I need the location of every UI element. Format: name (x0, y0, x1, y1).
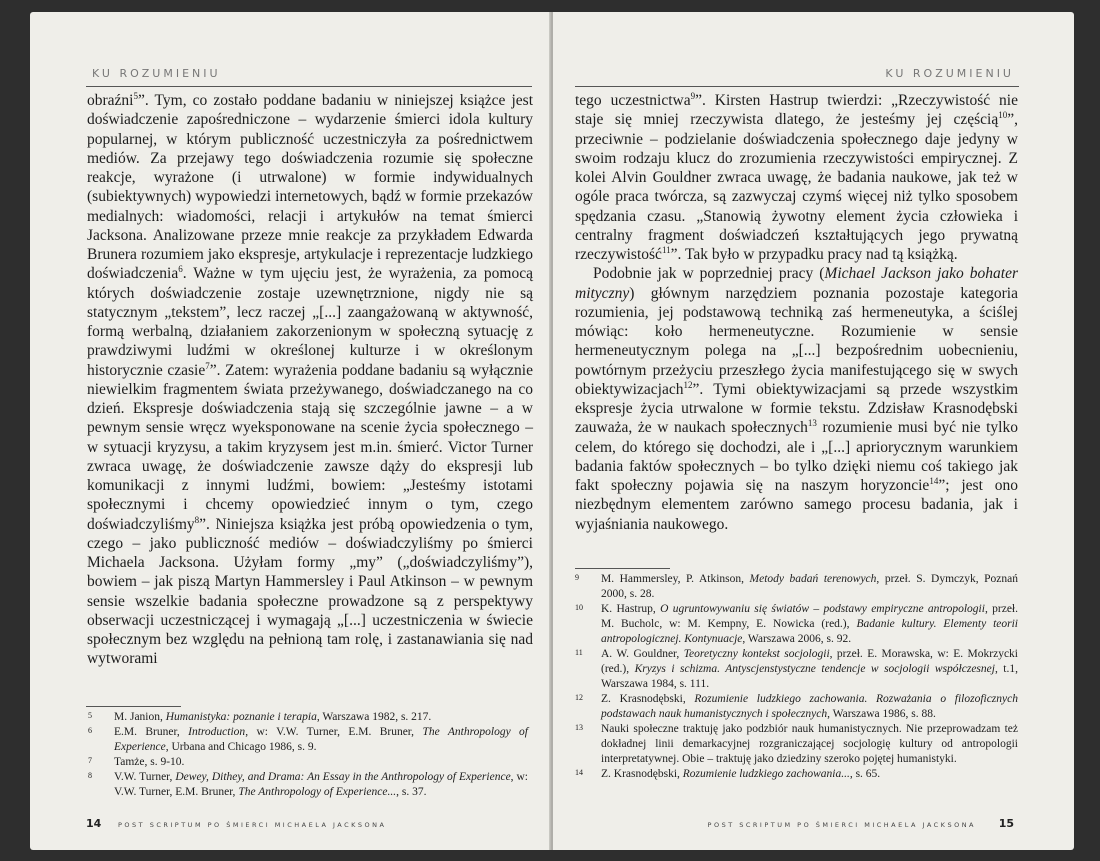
footnote-number: 6 (88, 726, 92, 735)
header-rule (86, 86, 532, 87)
book-title-footer: POST SCRIPTUM PO ŚMIERCI MICHAELA JACKSONA (118, 821, 387, 829)
footnote-text: Z. Krasnodębski, Rozumienie ludzkiego zachowania..., s. 65. (601, 768, 881, 780)
footnotes (88, 710, 528, 800)
footnote-text: V.W. Turner, Dewey, Dithey, and Drama: An Essay in the Anthropology of Experience, w: V.W. Turner, E.M. Bruner, The Anthropology of Experience..., s. 37. (114, 771, 529, 798)
footnote-number: 12 (575, 693, 583, 702)
footnote-number: 7 (88, 756, 92, 765)
footnote-number: 14 (575, 768, 583, 777)
footnote-number: 13 (575, 723, 583, 732)
footnote (575, 692, 1018, 722)
footnote-rule (575, 568, 670, 569)
footnote-text: Nauki społeczne traktuję jako podzbiór nauk humanistycznych. Nie przeprowadzam też dokładnej linii demarkacyjnej rozgraniczającej socjologię kultury od antropologii interpretatywnej. Obie – traktuję jako dziedziny szeroko pojętej humanistyki. (601, 723, 1018, 765)
footnote (88, 710, 528, 725)
book-title-footer: POST SCRIPTUM PO ŚMIERCI MICHAELA JACKSONA (707, 821, 976, 829)
right-page (553, 12, 1074, 850)
body-paragraph: obraźni$^5$”. Tym, co zostało poddane badaniu w niniejszej książce jest doświadczenie zapośredniczone – wydarzenie śmierci idola kultury popularnej, w którym publiczność uczestniczyła za pośrednictwem mediów. Za przejawy tego doświadczenia rozumie się społeczne reakcje, wyrażone (i utrwalone) w formie indywidualnych (subiektywnych) wypowiedzi internetowych, bądź w formie przekazów medialnych: wiadomości, relacji i artykułów na temat śmierci Jacksona. Analizowane przeze mnie reakcje za przykładem Edwarda Brunera rozumiem jako ekspresje, artykulacje i reprezentacje ludzkiego doświadczenia$^6$. Ważne w tym ujęciu jest, że wyrażenia, za pomocą których doświadczenie zostaje uzewnętrznione, nigdy nie są statycznym „tekstem”, lecz raczej „[...] zaangażowaną w aktywność, formą werbalną, działaniem zakorzenionym w społeczną sytuację z prawdziwymi ludźmi w określonej kulturze i w określonym historycznie czasie$^7$”. Zatem: wyrażenia poddane badaniu są wyłącznie niewielkim fragmentem świata przeżywanego, doświadczanego na co dzień. Ekspresje doświadczenia stają się szczególnie jawne – a w pewnym sensie wręcz wyeksponowane na scenie życia społecznego – w sytuacji kryzysu, a takim kryzysem jest m.in. śmierć. Victor Turner zwraca uwagę, że doświadczenie zawsze dąży do ekspresji lub komunikacji z innymi ludźmi, bowiem: „Jesteśmy istotami społecznymi i chcemy opowiedzieć innym o tym, czego doświadczyliśmy$^8$”. Niniejsza książka jest próbą opowiedzenia o tym, czego – jako publiczność mediów – doświadczyliśmy po śmierci Michaela Jacksona. Użyłam formy „my” („doświadczyliśmy”), bowiem – jak piszą Martyn Hammersley i Paul Atkinson – w pewnym sensie wszelkie badania społeczne prowadzone są z perspektywy obserwacji uczestniczącej i wymagają „[...] uczestniczenia w świecie społecznym bez względu na pełnioną tam rolę, i zastanawiania się nad wytworami (87, 90, 533, 668)
footnote (575, 602, 1018, 647)
body-paragraph: Podobnie jak w poprzedniej pracy (Michael Jackson jako bohater mityczny) głównym narzędziem poznania pozostaje kategoria rozumienia, jej podstawową techniką zaś hermeneutyka, a ściślej mówiąc: koło hermeneutyczne. Rozumienie w sensie hermeneutycznym polega na „[...] bezpośrednim uobecnieniu, powtórnym przeżyciu przeszłego życia manifestującego się w swych obiektywizacjach$^{12}$”. Tymi obiektywizacjami są przede wszystkim ekspresje życia utrwalone w formie tekstu. Zdzisław Krasnodębski zauważa, że w naukach społecznych$^{13}$ rozumienie musi być nie tylko celem, do którego się dochodzi, ale i „[...] apriorycznym warunkiem badania faktów społecznych – bo tylko dzięki niemu coś takiego jak fakt społeczny pojawia się na naszym horyzoncie$^{14}$”; jest ono niezbędnym elementem zarówno samego procesu badania, jak i wyjaśniania naukowego. (575, 265, 1018, 533)
footnote (575, 647, 1018, 692)
footnote-text: A. W. Gouldner, Teoretyczny kontekst socjologii, przeł. E. Morawska, w: E. Mokrzycki (red.), Kryzys i schizma. Antyscjenstystyczne tendencje w socjologii współczesnej, t.1, Warszawa 1984, s. 111. (601, 648, 1018, 690)
footnote-number: 8 (88, 771, 92, 780)
footnote-text: M. Janion, Humanistyka: poznanie i terapia, Warszawa 1982, s. 217. (114, 711, 432, 723)
footnote (575, 767, 1018, 782)
header-rule (575, 86, 1019, 87)
footnote (88, 725, 528, 755)
footnote-text: M. Hammersley, P. Atkinson, Metody badań terenowych, przeł. S. Dymczyk, Poznań 2000, s. 28. (601, 573, 1018, 600)
body-text (575, 91, 1018, 534)
footnote-number: 9 (575, 573, 579, 582)
footnote-number: 5 (88, 711, 92, 720)
running-head: KU ROZUMIENIU (92, 67, 221, 80)
footnote-number: 10 (575, 603, 583, 612)
body-paragraph: tego uczestnictwa$^9$”. Kirsten Hastrup twierdzi: „Rzeczywistość nie staje się mniej rzeczywista dlatego, że jesteśmy jej częścią$^{10}$”, przeciwnie – podzielanie doświadczenia społecznego daje jedyny w swoim rodzaju klucz do zrozumienia rzeczywistości empirycznej. Z kolei Alvin Gouldner zwraca uwagę, że badania naukowe, jak też w ogóle praca twórcza, są zazwyczaj czymś więcej niż tylko sposobem spędzania czasu. „Stanowią żywotny element życia człowieka i centralny fragment doświadczeń kształtujących jego prywatną rzeczywistość$^{11}$”. Tak było w przypadku pracy nad tą książką. (575, 90, 1018, 263)
footnote (575, 572, 1018, 602)
footnote (88, 755, 528, 770)
page-number: 14 (86, 817, 102, 830)
footnote (88, 770, 528, 800)
footnote-text: E.M. Bruner, Introduction, w: V.W. Turner, E.M. Bruner, The Anthropology of Experience, Urbana and Chicago 1986, s. 9. (114, 726, 528, 753)
left-page (30, 12, 551, 850)
footnote (575, 722, 1018, 767)
footnote-text: Tamże, s. 9-10. (114, 756, 185, 768)
page-number: 15 (998, 817, 1014, 830)
footnote-text: K. Hastrup, O ugruntowywaniu się światów – podstawy empiryczne antropologii, przeł. M. Bucholc, w: M. Kempny, E. Nowicka (red.), Badanie kultury. Elementy teorii antropologicznej. Kontynuacje, Warszawa 2006, s. 92. (601, 603, 1019, 645)
footnote-number: 11 (575, 648, 583, 657)
footnote-text: Z. Krasnodębski, Rozumienie ludzkiego zachowania. Rozważania o filozoficznych podstawach nauk humanistycznych i społecznych, Warszawa 1986, s. 88. (601, 693, 1018, 720)
footnotes (575, 572, 1018, 782)
running-head: KU ROZUMIENIU (885, 67, 1014, 80)
body-text (87, 91, 533, 669)
footnote-rule (86, 706, 181, 707)
